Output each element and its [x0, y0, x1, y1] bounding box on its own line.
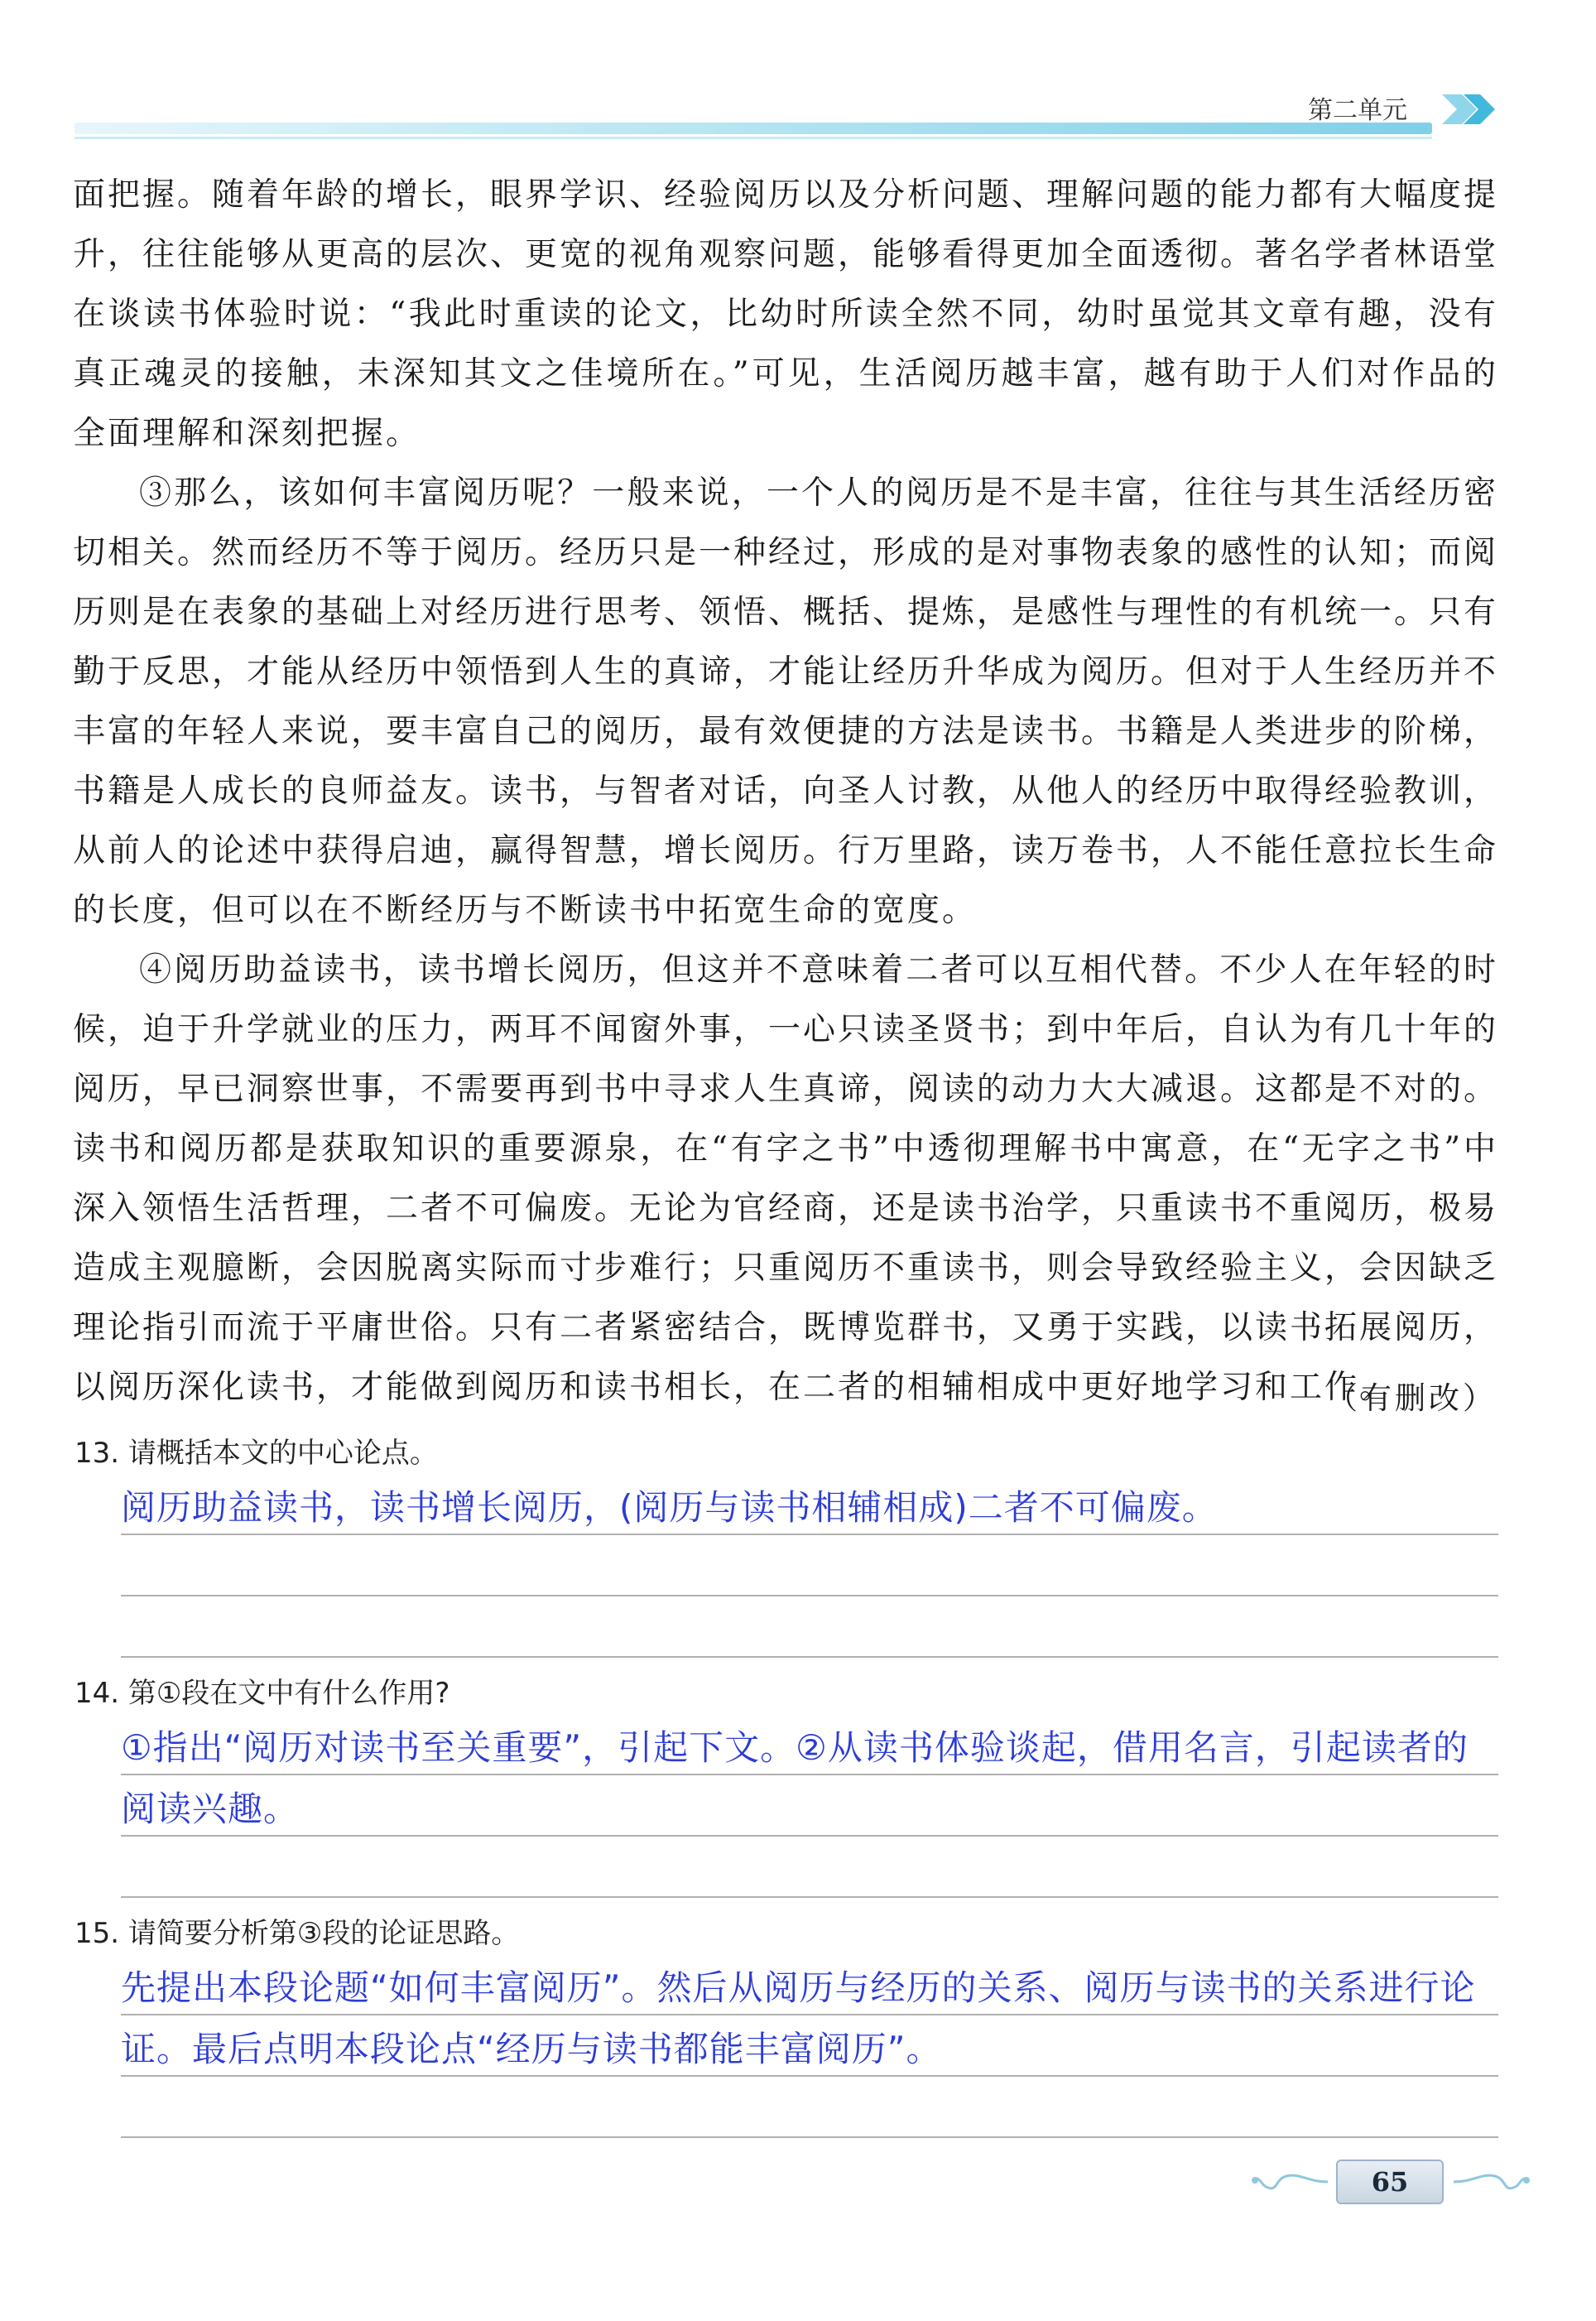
question-14: [75, 1673, 1498, 1898]
article-paragraph: ④阅历助益读书，读书增长阅历，但这并不意味着二者可以互相代替。不少人在年轻的时候，迫于升学就业的压力，两耳不闻窗外事，一心只读圣贤书；到中年后，自认为有几十年的阅历，早已洞察世事，不需要再到书中寻求人生真谛，阅读的动力大大减退。这都是不对的。读书和阅历都是获取知识的重要源泉，在“有字之书”中透彻理解书中寓意，在“无字之书”中深入领悟生活哲理，二者不可偏废。无论为官经商，还是读书治学，只重读书不重阅历，极易造成主观臆断，会因脱离实际而寸步难行；只重阅历不重读书，则会导致经验主义，会因缺乏理论指引而流于平庸世俗。只有二者紧密结合，既博览群书，又勇于实践，以读书拓展阅历，以阅历深化读书，才能做到阅历和读书相长，在二者的相辅相成中更好地学习和工作。: [73, 951, 1499, 1406]
page-number-badge: [1336, 2160, 1444, 2204]
article-paragraph: ③那么，该如何丰富阅历呢？一般来说，一个人的阅历是不是丰富，往往与其生活经历密切相关。然而经历不等于阅历。经历只是一种经过，形成的是对事物表象的感性的认知；而阅历则是在表象的基础上对经历进行思考、领悟、概括、提炼，是感性与理性的有机统一。只有勤于反思，才能从经历中领悟到人生的真谛，才能让经历升华成为阅历。但对于人生经历并不丰富的年轻人来说，要丰富自己的阅历，最有效便捷的方法是读书。书籍是人类进步的阶梯，书籍是人成长的良师益友。读书，与智者对话，向圣人讨教，从他人的经历中取得经验教训，从前人的论述中获得启迪，赢得智慧，增长阅历。行万里路，读万卷书，人不能任意拉长生命的长度，但可以在不断经历与不断读书中拓宽生命的宽度。: [73, 474, 1499, 929]
answer-area[interactable]: [121, 1954, 1498, 2138]
handwritten-answer: 先提出本段论题“如何丰富阅历”。然后从阅历与经历的关系、阅历与读书的关系进行论证。最后点明本段论点“经历与读书都能丰富阅历”。: [121, 1967, 1476, 2069]
handwritten-answer: 阅历助益读书，读书增长阅历，(阅历与读书相辅相成)二者不可偏废。: [121, 1487, 1218, 1528]
answer-line: [121, 1535, 1498, 1596]
source-note: （有删改）: [1327, 1380, 1497, 1416]
answer-area[interactable]: [121, 1474, 1498, 1658]
answer-line: [121, 2077, 1498, 2138]
question-prompt: 13. 请概括本文的中心论点。: [75, 1437, 438, 1470]
page-number: 65: [1371, 2166, 1409, 2198]
answer-line: [121, 1837, 1498, 1898]
left-flourish-icon: [1250, 2169, 1329, 2194]
header-bar: [75, 123, 1432, 134]
answer-line: [121, 1596, 1498, 1658]
question-prompt: 14. 第①段在文中有什么作用?: [75, 1677, 450, 1710]
article-body: [73, 166, 1498, 1418]
answer-area[interactable]: [121, 1714, 1498, 1898]
question-prompt: 15. 请简要分析第③段的论证思路。: [75, 1917, 520, 1950]
handwritten-answer: ①指出“阅历对读书至关重要”，引起下文。②从读书体验谈起，借用名言，引起读者的阅读兴趣。: [121, 1727, 1469, 1829]
header-divider: [75, 137, 1432, 139]
question-13: [75, 1433, 1498, 1658]
unit-label: 第二单元: [1308, 96, 1407, 125]
right-flourish-icon: [1452, 2169, 1531, 2194]
article-paragraph: 面把握。随着年龄的增长，眼界学识、经验阅历以及分析问题、理解问题的能力都有大幅度提升，往往能够从更高的层次、更宽的视角观察问题，能够看得更加全面透彻。著名学者林语堂在谈读书体验时说：“我此时重读的论文，比幼时所读全然不同，幼时虽觉其文章有趣，没有真正魂灵的接触，未深知其文之佳境所在。”可见，生活阅历越丰富，越有助于人们对作品的全面理解和深刻把握。: [73, 176, 1499, 452]
question-15: [75, 1913, 1498, 2138]
chevron-right-icon: [1440, 89, 1502, 129]
